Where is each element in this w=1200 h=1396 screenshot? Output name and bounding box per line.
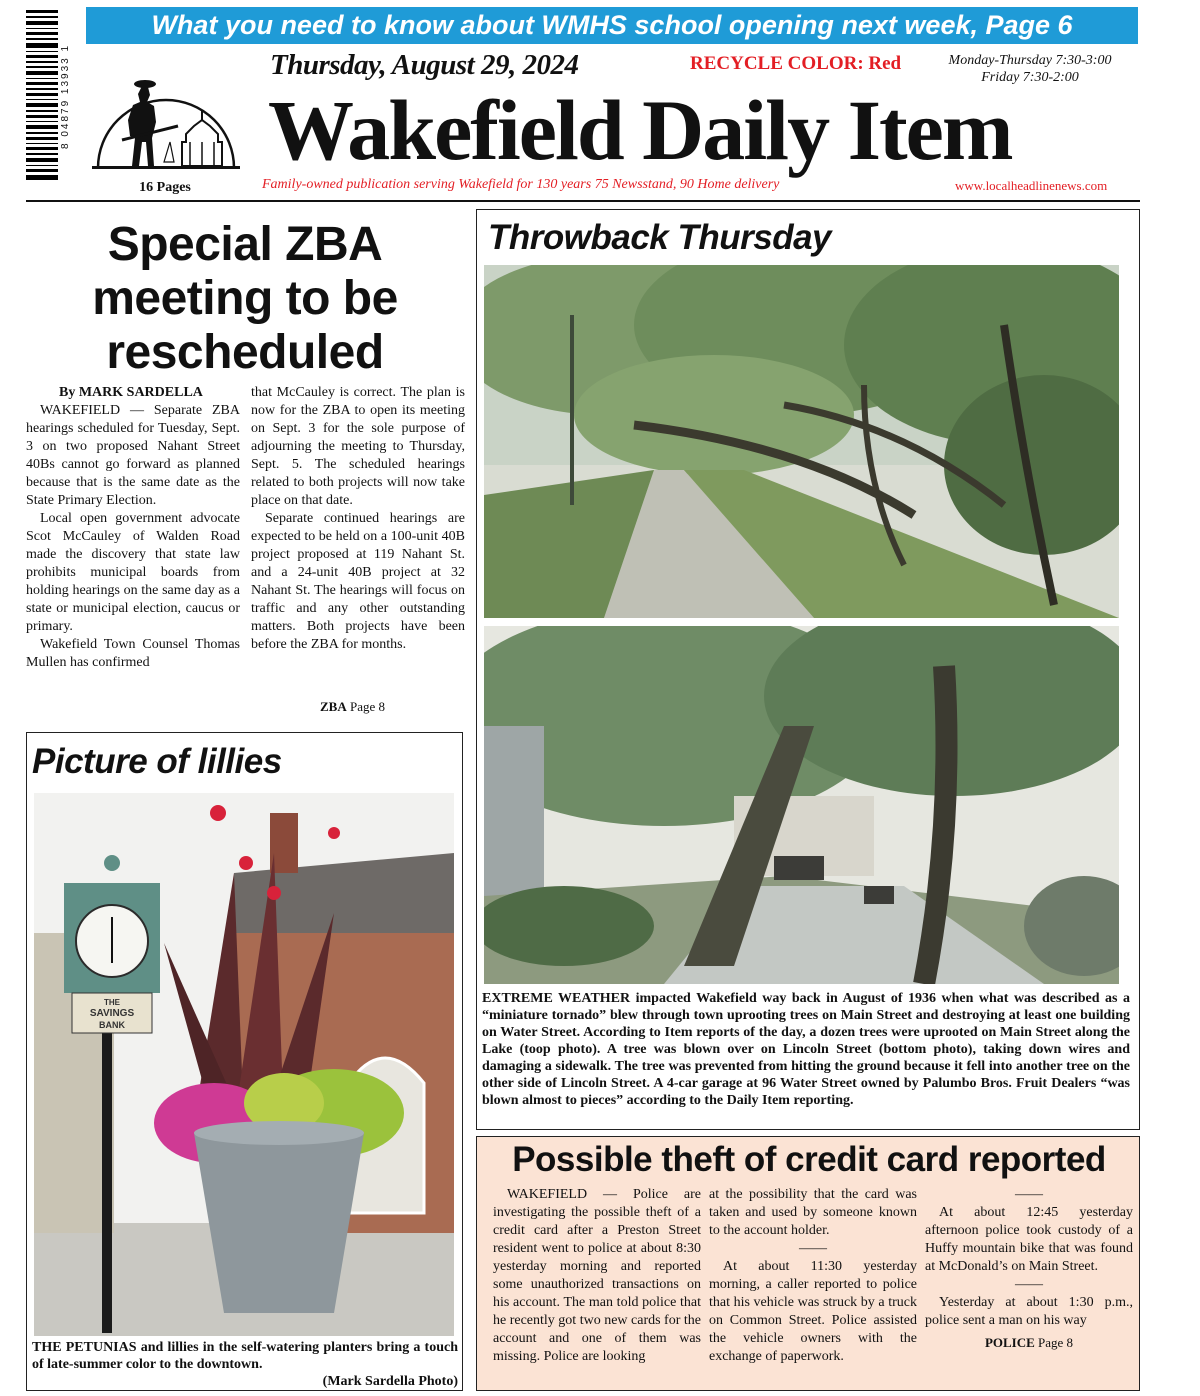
zba-jump-page: Page 8 <box>349 699 386 714</box>
throwback-caption-body: impacted Wakefield way back in August of 1936 when what was described as a “miniature tornado” blew through town uprooting trees on Main Street and destroying at least one building on Water Street. According to Item reports of the day, a dozen trees were uprooted on Main Street along the Lake (toop photo). A tree was blown over on Lincoln Street (bottom photo), taking down wires and damaging a sidewalk. The tree was prevented from hitting the ground because it fell into another tree on the other side of Lincoln Street. A 4-car garage at 96 Water Street owned by Palumbo Bros. Fruit Dealers “was blown almost to pieces” according to the Daily Item reporting. <box>482 991 1130 1108</box>
recycle-color: RECYCLE COLOR: Red <box>690 53 902 74</box>
masthead-rule <box>26 200 1140 202</box>
sign-bank-text: BANK <box>99 1020 125 1030</box>
zba-paragraph: WAKEFIELD — Separate ZBA hearings scheduled for Tuesday, Sept. 3 on two proposed Nahant Street 40Bs cannot go forward as planned because that is the same date as the State Primary Election. <box>26 403 240 508</box>
theft-story-box <box>476 1136 1140 1391</box>
zba-paragraph: Wakefield Town Counsel Thomas Mullen has confirmed <box>26 637 240 670</box>
sign-the-text: THE <box>104 998 120 1007</box>
theft-paragraph: At about 11:30 yesterday morning, a caller reported to police that his vehicle was struck by a truck on Common Street. Police assisted the vehicle owners with the exchange of paperwork. <box>709 1259 917 1364</box>
zba-paragraph: Separate continued hearings are expected to be held on a 100-unit 40B project proposed at 119 Nahant St. and a 24-unit 40B project at 32 Nahant St. The hearings will focus on traffic and any other outstanding matters. Both projects have been before the ZBA for months. <box>251 511 465 652</box>
theft-column-1 <box>493 1186 701 1366</box>
zba-headline[interactable]: Special ZBA meeting to be rescheduled <box>92 218 398 379</box>
zba-paragraph: Local open government advocate Scot McCauley of Walden Road made the discovery that state law prohibits municipal boards from holding hearings on the same day as a state or municipal election, caucus or primary. <box>26 511 240 634</box>
zba-paragraph: that McCauley is correct. The plan is now for the ZBA to open its meeting on Sept. 3 for the sole purpose of adjourning the meeting to Thursday, Sept. 5. The scheduled hearings related to both projects will now take place on that date. <box>251 385 465 508</box>
theft-column-2 <box>709 1186 917 1366</box>
masthead-title: Wakefield Daily Item <box>268 82 1012 178</box>
minuteman-logo <box>90 50 242 190</box>
tagline: Family-owned publication serving Wakefield for 130 years 75 Newsstand, 90 Home delivery <box>262 177 780 192</box>
hours-weekday: Monday-Thursday 7:30-3:00 <box>948 53 1112 68</box>
zba-column-1 <box>26 384 240 672</box>
separator: —— <box>1015 1187 1043 1202</box>
zba-jump-label: ZBA <box>320 699 347 714</box>
theft-headline[interactable]: Possible theft of credit card reported <box>512 1140 1106 1179</box>
website-link[interactable]: www.localheadlinenews.com <box>955 178 1108 193</box>
theft-jump-page: Page 8 <box>1038 1335 1074 1350</box>
throwback-top-photo <box>484 265 1119 618</box>
barcode-digits: 8 04879 13933 1 <box>60 43 71 149</box>
top-banner[interactable]: What you need to know about WMHS school opening next week, Page 6 <box>86 7 1138 44</box>
theft-paragraph: At about 12:45 yesterday afternoon police took custody of a Huffy mountain bike that was found at McDonald’s on Main Street. <box>925 1205 1133 1274</box>
separator: —— <box>1015 1277 1043 1292</box>
throwback-title: Throwback Thursday <box>488 218 832 257</box>
separator: —— <box>799 1241 827 1256</box>
hours-friday: Friday 7:30-2:00 <box>981 70 1079 85</box>
zba-byline: By MARK SARDELLA <box>59 385 203 400</box>
page-count: 16 Pages <box>139 180 191 195</box>
throwback-caption-lead: EXTREME WEATHER <box>482 991 631 1006</box>
issue-date: Thursday, August 29, 2024 <box>270 49 579 81</box>
zba-jump-link[interactable] <box>320 699 385 715</box>
theft-paragraph: at the possibility that the card was taken and used by someone known to the account holder. <box>709 1187 917 1238</box>
zba-column-2 <box>251 384 465 654</box>
theft-jump-link[interactable] <box>925 1334 1133 1352</box>
theft-jump-label: POLICE <box>984 1335 1035 1350</box>
office-hours <box>930 52 1130 86</box>
throwback-caption <box>482 990 1130 1109</box>
throwback-bottom-photo <box>484 626 1119 984</box>
lillies-photo <box>34 793 454 1336</box>
theft-paragraph: WAKEFIELD — Police are investigating the possible theft of a credit card after a Preston Street resident went to police at about 8:30 yesterday morning and reported some unauthorized transactions on his account. The man told police that he recently got two new cards for the account and one of them was missing. Police are looking <box>493 1187 701 1364</box>
theft-paragraph: Yesterday at about 1:30 p.m., police sent a man on his way <box>925 1295 1133 1328</box>
sign-savings-text: SAVINGS <box>89 1008 135 1019</box>
barcode-image <box>26 10 58 180</box>
lillies-title: Picture of lillies <box>32 742 282 781</box>
lillies-caption: THE PETUNIAS and lillies in the self-watering planters bring a touch of late-summer color to the downtown. <box>32 1340 458 1372</box>
theft-column-3 <box>925 1186 1133 1352</box>
lillies-photo-credit: (Mark Sardella Photo) <box>322 1374 458 1389</box>
